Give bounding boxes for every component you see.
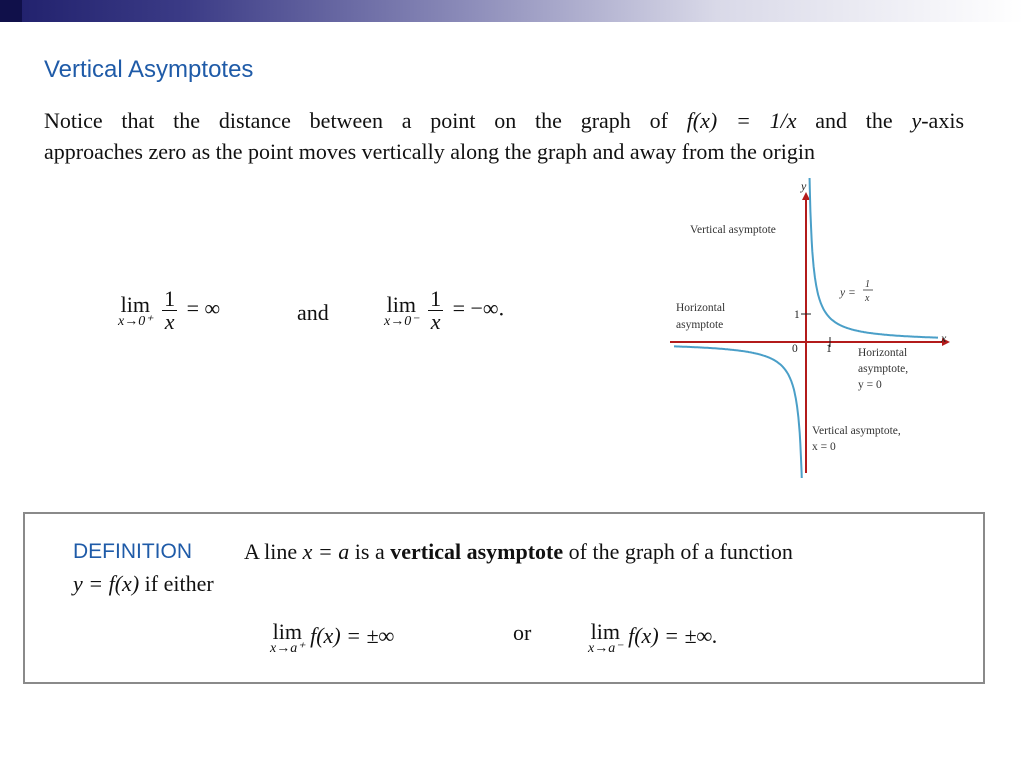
def-text-3: of the graph of a function: [563, 539, 793, 564]
lim-word: lim: [272, 619, 302, 644]
fraction-den: x: [430, 309, 441, 334]
vertical-asymptote-label-bottom-2: x = 0: [812, 441, 836, 453]
intro-y: y: [911, 108, 922, 133]
or-word: or: [513, 620, 532, 645]
y-tick-label: 1: [794, 309, 800, 321]
lim-word: lim: [590, 619, 620, 644]
def-text-1: A line: [244, 539, 303, 564]
and-word: and: [297, 300, 329, 325]
horizontal-asymptote-label-right-1: Horizontal: [858, 347, 908, 359]
def-bold-term: vertical asymptote: [390, 539, 564, 564]
x-tick-label: 1: [826, 343, 832, 355]
intro-line-1: [44, 108, 964, 134]
horizontal-asymptote-label-right-2: asymptote,: [858, 363, 909, 375]
limit-right-operator: [118, 293, 153, 329]
curve-label-lhs: y =: [840, 287, 856, 299]
definition-line-1: [244, 539, 793, 565]
curve-label-den: x: [865, 293, 870, 304]
def-y-eq: y = f(x): [73, 571, 140, 596]
limit-left: [384, 288, 504, 333]
lim-subscript: x→0⁻: [384, 313, 419, 329]
definition-label: DEFINITION: [73, 540, 192, 563]
x-axis-label: x: [941, 331, 947, 345]
fraction-num: 1: [430, 286, 442, 311]
limit-left-rhs: = −∞.: [452, 295, 505, 321]
def-text-2: is a: [349, 539, 391, 564]
top-bar-square: [0, 0, 22, 22]
limit-right-rhs: = ∞: [186, 295, 221, 321]
def-limit-right-operator: [270, 620, 305, 656]
curve-negative-branch: [674, 346, 803, 478]
lim-subscript: x→a⁻: [588, 641, 623, 656]
intro-text-3: -axis: [921, 108, 964, 133]
intro-line-2: approaches zero as the point moves vertically along the graph and away from the origin: [44, 139, 815, 164]
top-decoration-bar: [0, 0, 1024, 22]
reciprocal-graph: [670, 178, 960, 478]
def-x-eq-a: x = a: [302, 539, 350, 564]
def-limit-left-expr: f(x) = ±∞.: [628, 623, 718, 649]
intro-text-2: and the: [796, 108, 912, 133]
curve-positive-branch: [809, 178, 938, 338]
horizontal-asymptote-label-left-1: Horizontal: [676, 302, 726, 314]
def-limit-left-operator: [588, 620, 623, 656]
limit-right: [118, 288, 220, 333]
def-limit-right-expr: f(x) = ±∞: [310, 623, 395, 649]
def-text-4: if either: [139, 571, 214, 596]
y-axis-label: y: [801, 179, 807, 193]
lim-word: lim: [120, 291, 150, 317]
fraction: [162, 288, 177, 333]
lim-subscript: x→0⁺: [118, 313, 153, 329]
horizontal-asymptote-label-left-2: asymptote: [676, 319, 724, 331]
horizontal-asymptote-label-right-3: y = 0: [858, 379, 882, 391]
limit-left-operator: [384, 293, 419, 329]
vertical-asymptote-label-top: Vertical asymptote: [690, 224, 776, 236]
fraction: [428, 288, 443, 333]
y-axis-arrow: [802, 192, 810, 200]
definition-line-2: [73, 571, 214, 597]
curve-label-num: 1: [865, 279, 870, 290]
vertical-asymptote-label-bottom-1: Vertical asymptote,: [812, 425, 901, 437]
origin-label: 0: [792, 343, 798, 355]
intro-text-1: Notice that the distance between a point on the graph of: [44, 108, 687, 133]
intro-function: f(x) = 1/x: [686, 108, 797, 133]
def-limit-right: [270, 620, 394, 656]
lim-subscript: x→a⁺: [270, 641, 305, 656]
fraction-num: 1: [164, 286, 176, 311]
slide-title: Vertical Asymptotes: [44, 56, 254, 83]
definition-box: [23, 512, 985, 684]
fraction-den: x: [164, 309, 175, 334]
def-limit-left: [588, 620, 718, 656]
lim-word: lim: [386, 291, 416, 317]
